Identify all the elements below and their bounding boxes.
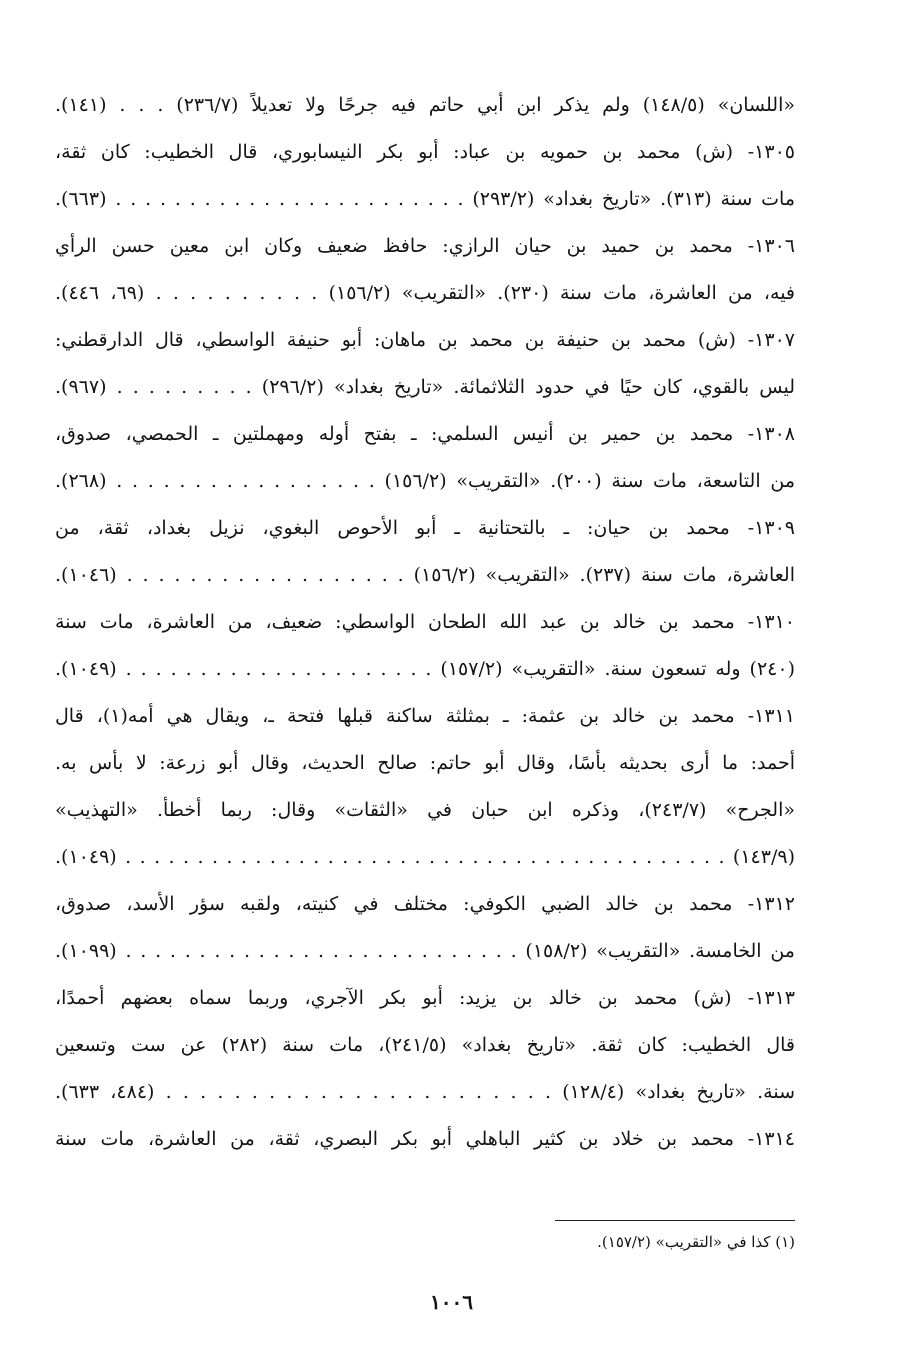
text-line: ليس بالقوي، كان حيًا في حدود الثلاثمائة. «تاريخ بغداد» (٢٩٦/٢) . . . . . . . . . (٩٦٧). bbox=[55, 376, 796, 398]
text-line: فيه، من العاشرة، مات سنة (٢٣٠). «التقريب» (١٥٦/٢) . . . . . . . . . . (٦٩، ٤٤٦). bbox=[55, 282, 796, 304]
text-line: ١٣٠٨- محمد بن حمير بن أنيس السلمي: ـ بفتح أوله ومهملتين ـ الحمصي، صدوق، bbox=[55, 423, 795, 445]
text-line: (٢٤٠) وله تسعون سنة. «التقريب» (١٥٧/٢) . . . . . . . . . . . . . . . . . . . . . (١٠٤٩). bbox=[55, 658, 795, 680]
text-line: ١٣١٢- محمد بن خالد الضبي الكوفي: مختلف في كنيته، ولقبه سؤر الأسد، صدوق، bbox=[55, 893, 795, 915]
text-line: ١٣١٠- محمد بن خالد بن عبد الله الطحان الواسطي: ضعيف، من العاشرة، مات سنة bbox=[55, 611, 795, 633]
text-line: «اللسان» (١٤٨/٥) ولم يذكر ابن أبي حاتم فيه جرحًا ولا تعديلاً (٢٣٦/٧) . . . (١٤١). bbox=[55, 94, 795, 116]
text-line: سنة. «تاريخ بغداد» (١٢٨/٤) . . . . . . . . . . . . . . . . . . . . . . . (٤٨٤، ٦٣٣). bbox=[55, 1081, 796, 1103]
text-line: ١٣٠٥- (ش) محمد بن حمويه بن عباد: أبو بكر النيسابوري، قال الخطيب: كان ثقة، bbox=[55, 141, 795, 163]
text-line: «الجرح» (٢٤٣/٧)، وذكره ابن حبان في «الثقات» وقال: ربما أخطأ. «التهذيب» bbox=[55, 799, 795, 821]
text-line: أحمد: ما أرى بحديثه بأسًا، وقال أبو حاتم: صالح الحديث، وقال أبو زرعة: لا بأس به. bbox=[55, 752, 795, 774]
text-line: ١٣١٤- محمد بن خلاد بن كثير الباهلي أبو بكر البصري، ثقة، من العاشرة، مات سنة bbox=[55, 1128, 795, 1150]
main-text bbox=[55, 82, 795, 1163]
text-line: مات سنة (٣١٣). «تاريخ بغداد» (٢٩٣/٢) . . . . . . . . . . . . . . . . . . . . . . . . (٦٦٣). bbox=[55, 188, 795, 210]
text-line: قال الخطيب: كان ثقة. «تاريخ بغداد» (٢٤١/٥)، مات سنة (٢٨٢) عن ست وتسعين bbox=[55, 1034, 795, 1056]
text-line: من التاسعة، مات سنة (٢٠٠). «التقريب» (١٥٦/٢) . . . . . . . . . . . . . . . . . (٢٦٨). bbox=[55, 470, 795, 492]
page-number: ١٠٠٦ bbox=[430, 1290, 473, 1314]
text-line: من الخامسة. «التقريب» (١٥٨/٢) . . . . . . . . . . . . . . . . . . . . . . . . . . . (١٠٩٩). bbox=[55, 940, 795, 962]
footnote: (١) كذا في «التقريب» (١٥٧/٢). bbox=[597, 1233, 795, 1251]
text-line: ١٣٠٧- (ش) محمد بن حنيفة بن محمد بن ماهان: أبو حنيفة الواسطي، قال الدارقطني: bbox=[55, 329, 795, 351]
text-line: ١٣٠٩- محمد بن حيان: ـ بالتحتانية ـ أبو الأحوص البغوي، نزيل بغداد، ثقة، من bbox=[55, 517, 795, 539]
text-line: ١٣١٣- (ش) محمد بن خالد بن يزيد: أبو بكر الآجري، وربما سماه بعضهم أحمدًا، bbox=[55, 987, 795, 1009]
text-line: ١٣١١- محمد بن خالد بن عثمة: ـ بمثلثة ساكنة قبلها فتحة ـ، ويقال هي أمه(١)، قال bbox=[55, 705, 795, 727]
text-line: ١٣٠٦- محمد بن حميد بن حيان الرازي: حافظ ضعيف وكان ابن معين حسن الرأي bbox=[55, 235, 795, 257]
footnote-divider bbox=[555, 1220, 795, 1221]
text-line: العاشرة، مات سنة (٢٣٧). «التقريب» (١٥٦/٢) . . . . . . . . . . . . . . . . . . (١٠٤٦). bbox=[55, 564, 795, 586]
text-line: (١٤٣/٩) . . . . . . . . . . . . . . . . . . . . . . . . . . . . . . . . . . . . . . . . . . (١٠٤٩). bbox=[55, 846, 795, 868]
